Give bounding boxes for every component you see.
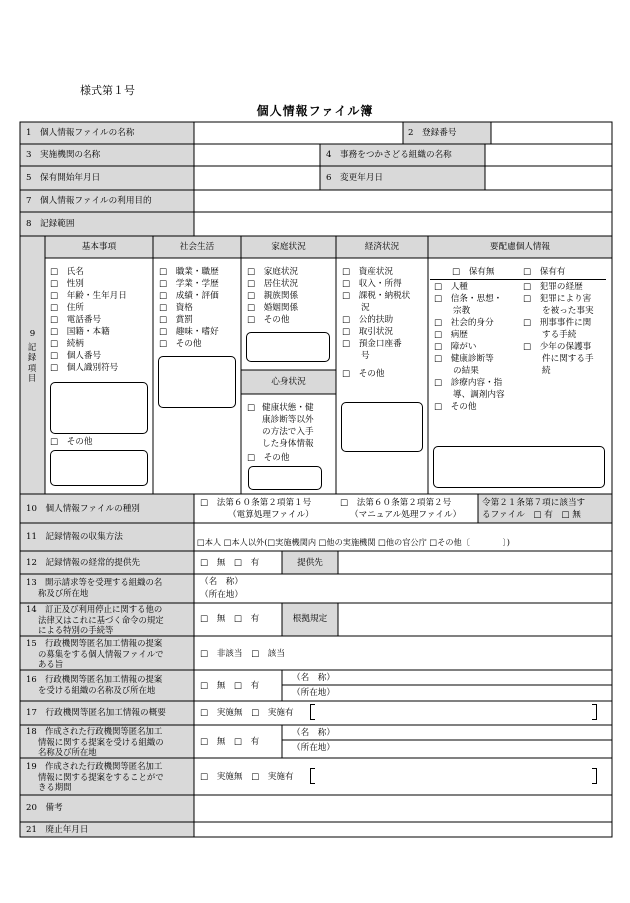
list-item[interactable]: □ 電話番号 <box>50 315 102 325</box>
mind-bracket <box>248 466 322 490</box>
list-item[interactable]: □ 人種 <box>434 282 468 292</box>
basic-bracket <box>50 382 148 434</box>
row11-label: 11 記録情報の収集方法 <box>26 532 123 542</box>
row13-address: （所在地） <box>200 590 243 600</box>
social-list <box>159 266 219 350</box>
row16-address: （所在地） <box>292 688 335 698</box>
row12-sub-label: 提供先 <box>297 558 323 568</box>
row13-label: 13 開示請求等を受理する組織の名 称及び所在地 <box>26 577 163 598</box>
family-bracket <box>246 332 330 362</box>
sensitive-none[interactable]: □ 保有無 <box>452 267 495 277</box>
mind-checkbox[interactable]: □ <box>247 403 256 413</box>
list-item[interactable]: □ 取引状況 <box>342 327 394 337</box>
row6-label: 6 変更年月日 <box>326 173 384 183</box>
list-item[interactable]: □ 趣味・嗜好 <box>159 327 219 337</box>
row18-options[interactable]: □ 無 □ 有 <box>200 737 260 747</box>
list-item[interactable]: □ 障がい <box>434 342 477 352</box>
list-item[interactable]: □ 資産状況 <box>342 267 394 277</box>
row10-option2[interactable]: □ 法第６０条第２項第２号 <box>340 498 452 508</box>
row5-label: 5 保有開始年月日 <box>26 173 101 183</box>
row10-option1-sub: （電算処理ファイル） <box>228 510 314 520</box>
row17-bracket-left <box>310 704 315 720</box>
row10-label: 10 個人情報ファイルの種別 <box>26 504 140 514</box>
list-item-cont: 宗教 <box>453 306 471 316</box>
sensitive-right-list <box>523 281 594 377</box>
list-item[interactable]: □ その他 <box>342 369 385 379</box>
econ-list <box>342 266 410 380</box>
list-item[interactable]: □ その他 <box>247 315 290 325</box>
list-item[interactable]: □ 診療内容・指 <box>434 378 503 388</box>
list-item-cont: 続 <box>542 366 551 376</box>
list-item[interactable]: □ 犯罪の経歴 <box>523 282 583 292</box>
row21-label: 21 廃止年月日 <box>26 825 89 835</box>
sensitive-divider <box>430 279 606 280</box>
row18-name: （名 称） <box>292 728 335 738</box>
list-item[interactable]: □ 賞罰 <box>159 315 193 325</box>
row20-label: 20 備考 <box>26 803 63 813</box>
list-item[interactable]: □ 少年の保護事 <box>523 342 592 352</box>
list-item[interactable]: □ 国籍・本籍 <box>50 327 110 337</box>
row19-label: 19 作成された行政機関等匿名加工 情報に関する提案をすることがで きる期間 <box>26 761 164 792</box>
row4-label: 4 事務をつかさどる組織の名称 <box>326 150 452 160</box>
list-item[interactable]: □ 住所 <box>50 303 84 313</box>
list-item[interactable]: □ 健康診断等 <box>434 354 494 364</box>
list-item[interactable]: □ 犯罪により害 <box>523 294 592 304</box>
list-item[interactable]: □ その他 <box>434 402 477 412</box>
row15-label: 15 行政機関等匿名加工情報の提案 の募集をする個人情報ファイルで ある旨 <box>26 638 164 669</box>
list-item-cont: 件に関する手 <box>542 354 594 364</box>
header-sensitive: 要配慮個人情報 <box>489 242 551 252</box>
list-item[interactable]: □ 信条・思想・ <box>434 294 503 304</box>
basic-list <box>50 266 127 374</box>
row17-options[interactable]: □ 実施無 □ 実施有 <box>200 708 294 718</box>
list-item[interactable]: □ 刑事事件に関 <box>523 318 592 328</box>
sensitive-has[interactable]: □ 保有有 <box>523 267 566 277</box>
sensitive-left-list <box>434 281 505 413</box>
list-item[interactable]: □ 氏名 <box>50 267 84 277</box>
mind-text: 健康状態・健 康診断等以外 の方法で入手 した身体情報 <box>262 403 314 449</box>
list-item[interactable]: □ 社会的身分 <box>434 318 494 328</box>
row18-address: （所在地） <box>292 743 335 753</box>
row14-options[interactable]: □ 無 □ 有 <box>200 614 260 624</box>
list-item[interactable]: □ 個人番号 <box>50 351 102 361</box>
list-item[interactable]: □ 婚姻関係 <box>247 303 299 313</box>
econ-bracket <box>341 402 423 452</box>
row3-label: 3 実施機関の名称 <box>26 150 101 160</box>
header-social: 社会生活 <box>179 242 215 252</box>
row2-label: 2 登録番号 <box>408 128 457 138</box>
list-item[interactable]: □ 資格 <box>159 303 193 313</box>
list-item[interactable]: □ 性別 <box>50 279 84 289</box>
list-item-cont: を被った事実 <box>542 306 594 316</box>
list-item[interactable]: □ 職業・職歴 <box>159 267 219 277</box>
header-family: 家庭状況 <box>271 242 306 252</box>
basic-other-bracket <box>50 450 148 486</box>
list-item[interactable]: □ 学業・学歴 <box>159 279 219 289</box>
row15-options[interactable]: □ 非該当 □ 該当 <box>200 649 285 659</box>
row17-bracket-right <box>592 704 597 720</box>
row7-label: 7 個人情報ファイルの利用目的 <box>26 196 152 206</box>
list-item[interactable]: □ 公的扶助 <box>342 315 394 325</box>
list-item-cont: する手続 <box>542 330 577 340</box>
row11-options[interactable]: □本人 □本人以外(□実施機関内 □他の実施機関 □他の官公庁 □その他〔 〕) <box>197 537 510 547</box>
basic-other[interactable]: □ その他 <box>50 437 93 447</box>
list-item[interactable]: □ 親族関係 <box>247 291 299 301</box>
row13-name: （名 称） <box>200 577 243 587</box>
list-item[interactable]: □ 課税・納税状 <box>342 291 411 301</box>
sensitive-bracket <box>433 446 605 488</box>
row10-option1[interactable]: □ 法第６０条第２項第１号 <box>200 498 312 508</box>
mind-other[interactable]: □ その他 <box>247 453 290 463</box>
form-number: 様式第１号 <box>80 84 135 97</box>
row18-label: 18 作成された行政機関等匿名加工 情報に関する提案を受ける組織の 名称及び所在地 <box>26 726 164 757</box>
row19-bracket-right <box>592 768 597 784</box>
row10-option3: 令第２１条第７項に該当す <box>482 498 586 508</box>
row10-option3-choices[interactable]: るファイル □ 有 □ 無 <box>482 510 581 520</box>
list-item-cont: 号 <box>361 351 370 361</box>
list-item[interactable]: □ その他 <box>159 339 202 349</box>
family-list <box>247 266 298 326</box>
row17-label: 17 行政機関等匿名加工情報の概要 <box>26 708 166 718</box>
list-item-cont: 況 <box>361 303 370 313</box>
row16-name: （名 称） <box>292 673 335 683</box>
row16-options[interactable]: □ 無 □ 有 <box>200 681 260 691</box>
row1-label: 1 個人情報ファイルの名称 <box>26 128 135 138</box>
list-item[interactable]: □ 居住状況 <box>247 279 299 289</box>
header-basic: 基本事項 <box>81 242 117 252</box>
header-econ: 経済状況 <box>364 242 400 252</box>
row14-sub-label: 根拠規定 <box>292 614 328 624</box>
list-item[interactable]: □ 病歴 <box>434 330 468 340</box>
row16-label: 16 行政機関等匿名加工情報の提案 を受ける組織の名称及び所在地 <box>26 674 163 695</box>
header-mind: 心身状況 <box>271 377 306 387</box>
document-title: 個人情報ファイル簿 <box>256 104 374 118</box>
social-bracket <box>158 356 236 408</box>
list-item[interactable]: □ 家庭状況 <box>247 267 299 277</box>
list-item[interactable]: □ 収入・所得 <box>342 279 402 289</box>
row19-options[interactable]: □ 実施無 □ 実施有 <box>200 772 294 782</box>
row8-label: 8 記録範囲 <box>26 219 75 229</box>
list-item[interactable]: □ 年齢・生年月日 <box>50 291 127 301</box>
row12-options[interactable]: □ 無 □ 有 <box>200 558 260 568</box>
list-item-cont: の結果 <box>453 366 479 376</box>
list-item[interactable]: □ 続柄 <box>50 339 84 349</box>
list-item[interactable]: □ 個人識別符号 <box>50 363 119 373</box>
row19-bracket-left <box>310 768 315 784</box>
row9-vertical-label: 記 録 項 目 <box>27 342 37 383</box>
row14-label: 14 訂正及び利用停止に関する他の 法律又はこれに基づく命令の規定 による特別の手続等 <box>26 604 164 635</box>
list-item[interactable]: □ 預金口座番 <box>342 339 402 349</box>
row10-option2-sub: （マニュアル処理ファイル） <box>350 510 462 520</box>
row12-label: 12 記録情報の経常的提供先 <box>26 558 141 568</box>
list-item-cont: 導、調剤内容 <box>453 390 505 400</box>
row9-number: 9 <box>29 329 36 339</box>
list-item[interactable]: □ 成績・評価 <box>159 291 219 301</box>
